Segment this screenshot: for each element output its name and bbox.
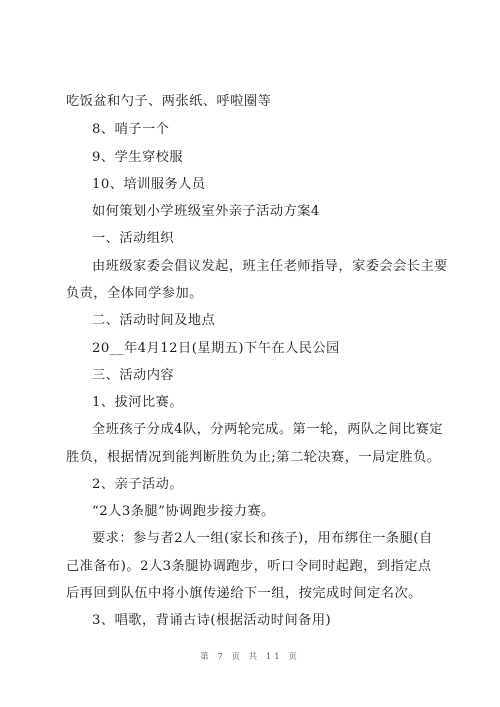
text-line: 1、拔河比赛。 bbox=[92, 395, 184, 410]
text-line: 8、哨子一个 bbox=[92, 122, 170, 137]
text-line: 由班级家委会倡议发起，班主任老师指导，家委会会长主要 bbox=[92, 259, 448, 274]
text-line: 吃饭盆和勺子、两张纸、呼啦圈等 bbox=[66, 94, 272, 109]
section-heading: 如何策划小学班级室外亲子活动方案4 bbox=[92, 204, 320, 219]
section-heading: 二、活动时间及地点 bbox=[92, 313, 216, 328]
text-line: 胜负，根据情况到能判断胜负为止;第二轮决赛，一局定胜负。 bbox=[66, 450, 441, 465]
section-heading: 三、活动内容 bbox=[92, 368, 175, 383]
section-heading: 一、活动组织 bbox=[92, 231, 175, 246]
text-line: 后再回到队伍中将小旗传递给下一组，按完成时间定名次。 bbox=[66, 586, 422, 601]
text-line: 全班孩子分成4队，分两轮完成。第一轮，两队之间比赛定 bbox=[92, 422, 444, 437]
text-line: 负责，全体同学参加。 bbox=[66, 286, 203, 301]
text-line: 要求：参与者2人一组(家长和孩子)，用布绑住一条腿(自 bbox=[92, 531, 433, 546]
text-line: 9、学生穿校服 bbox=[92, 150, 184, 165]
page-number-footer: 第 7 页 共 11 页 bbox=[200, 652, 300, 662]
text-line: 3、唱歌，背诵古诗(根据活动时间备用) bbox=[92, 613, 332, 628]
text-line: 20__年4月12日(星期五)下午在人民公园 bbox=[92, 341, 340, 356]
text-line: 己准备布)。2人3条腿协调跑步，听口令同时起跑，到指定点 bbox=[66, 559, 432, 574]
text-line: 2、亲子活动。 bbox=[92, 477, 184, 492]
text-line: “2人3条腿”协调跑步接力赛。 bbox=[92, 504, 275, 519]
text-line: 10、培训服务人员 bbox=[92, 177, 206, 192]
